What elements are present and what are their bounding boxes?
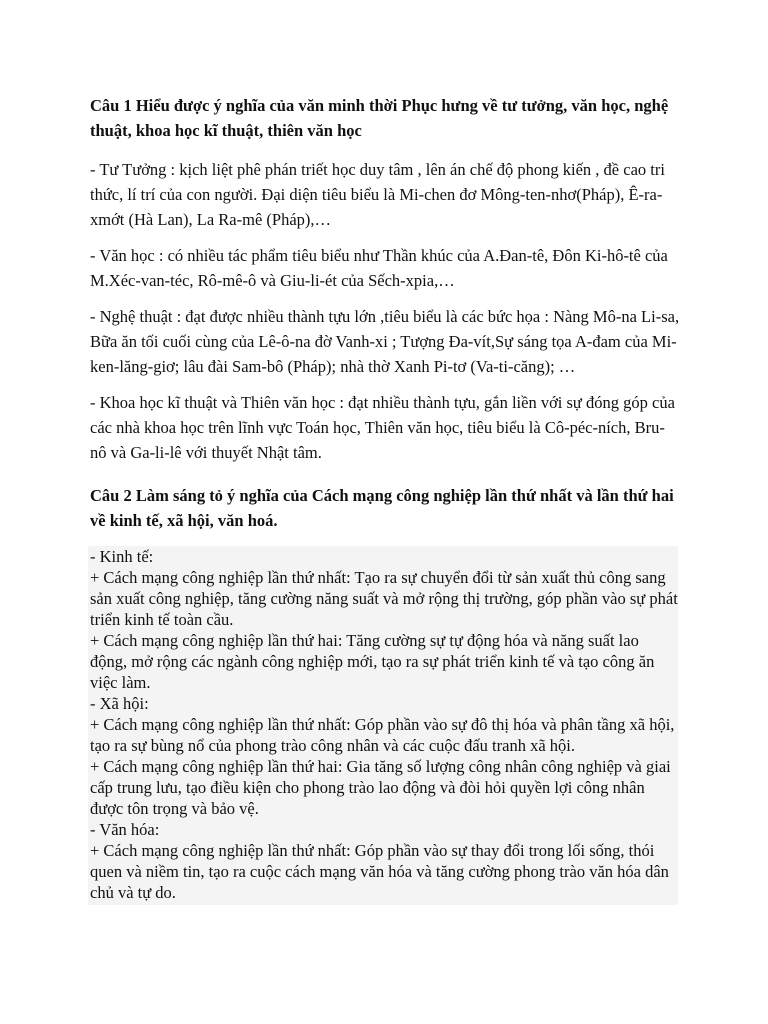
q1-paragraph-art: - Nghệ thuật : đạt được nhiều thành tựu lớn ,tiêu biểu là các bức họa : Nàng Mô-na Li-sa, Bữa ăn tối cuối cùng của Lê-ô-na đờ Vanh-xi ; Tượng Đa-vít,Sự sáng tọa A-đam của Mi-ken-lăng-giơ; lâu đài Sam-bô (Pháp); nhà thờ Xanh Pi-tơ (Va-ti-căng); … — [90, 307, 680, 376]
q2-line-society-second: + Cách mạng công nghiệp lần thứ hai: Gia tăng số lượng công nhân công nghiệp và giai cấp trung lưu, tạo điều kiện cho phong trào lao động và đòi hỏi quyền lợi công nhân được tôn trọng và bảo vệ. — [90, 757, 671, 818]
document-page — [90, 93, 680, 905]
q2-line-culture-heading: - Văn hóa: — [90, 820, 160, 839]
q2-line-economy-second: + Cách mạng công nghiệp lần thứ hai: Tăng cường sự tự động hóa và năng suất lao động, mở rộng các ngành công nghiệp mới, tạo ra sự phát triển kinh tế và tạo công ăn việc làm. — [90, 631, 655, 692]
q2-line-economy-first: + Cách mạng công nghiệp lần thứ nhất: Tạo ra sự chuyển đổi từ sản xuất thủ công sang sản xuất công nghiệp, tăng cường năng suất và mở rộng thị trường, góp phần vào sự phát triển kinh tế toàn cầu. — [90, 568, 678, 629]
q2-line-culture-first: + Cách mạng công nghiệp lần thứ nhất: Góp phần vào sự thay đổi trong lối sống, thói quen và niềm tin, tạo ra cuộc cách mạng văn hóa và tăng cường phong trào văn hóa dân chủ và tự do. — [90, 841, 669, 902]
q2-answer-block — [88, 546, 678, 905]
question-1-title: Câu 1 Hiểu được ý nghĩa của văn minh thời Phục hưng về tư tưởng, văn học, nghệ thuật, khoa học kĩ thuật, thiên văn học — [90, 96, 669, 140]
q1-paragraph-thought: - Tư Tưởng : kịch liệt phê phán triết học duy tâm , lên án chế độ phong kiến , đề cao tri thức, lí trí của con người. Đại diện tiêu biểu là Mi-chen đơ Mông-ten-nhơ(Pháp), Ê-ra-xmớt (Hà Lan), La Ra-mê (Pháp),… — [90, 160, 665, 229]
q1-paragraph-literature: - Văn học : có nhiều tác phẩm tiêu biểu như Thần khúc của A.Đan-tê, Đôn Ki-hô-tê của M.Xéc-van-téc, Rô-mê-ô và Giu-li-ét của Sếch-xpia,… — [90, 246, 668, 290]
q2-line-economy-heading: - Kinh tế: — [90, 547, 154, 566]
q2-line-society-first: + Cách mạng công nghiệp lần thứ nhất: Góp phần vào sự đô thị hóa và phân tầng xã hội, tạo ra sự bùng nổ của phong trào công nhân và các cuộc đấu tranh xã hội. — [90, 715, 675, 755]
q1-paragraph-science: - Khoa học kĩ thuật và Thiên văn học : đạt nhiều thành tựu, gắn liền với sự đóng góp của các nhà khoa học trên lĩnh vực Toán học, Thiên văn học, tiêu biểu là Cô-péc-ních, Bru-nô và Ga-li-lê với thuyết Nhật tâm. — [90, 393, 675, 462]
question-2-title: Câu 2 Làm sáng tỏ ý nghĩa của Cách mạng công nghiệp lần thứ nhất và lần thứ hai về kinh tế, xã hội, văn hoá. — [90, 486, 674, 530]
q2-line-society-heading: - Xã hội: — [90, 694, 149, 713]
